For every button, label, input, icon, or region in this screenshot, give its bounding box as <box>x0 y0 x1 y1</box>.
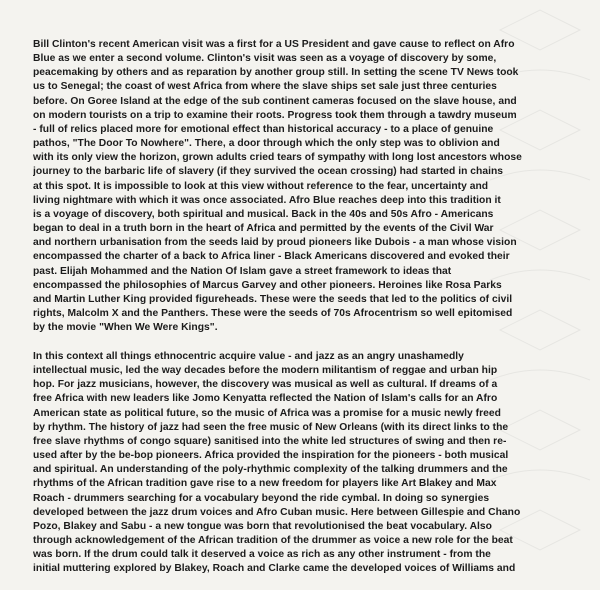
text-line: developed between the jazz drum voices and Afro Cuban music. Here between Gillespie and Chano <box>33 506 521 518</box>
text-line: Blue as we enter a second volume. Clinton's visit was seen as a voyage of discovery by some, <box>33 53 497 65</box>
text-line: initial muttering explored by Blakey, Roach and Clarke came the developed voices of Williams and <box>33 563 516 575</box>
text-line: journey to the barbaric life of slavery (if they survived the ocean crossing) had started in chains <box>33 166 504 178</box>
text-line: pathos, "The Door To Nowhere". There, a door through which the only step was to oblivion and <box>33 138 500 150</box>
text-line: living nightmare with which it was once associated. Afro Blue reaches deep into this tradition it <box>33 194 501 206</box>
text-line: was born. If the drum could talk it deserved a voice as rich as any other instrument - from the <box>33 549 491 561</box>
text-line: American state as political future, so the music of Africa was a promise for a music newly freed <box>33 407 501 419</box>
text-line: used after by the be-bop pioneers. Africa provided the inspiration for the pioneers - both musical <box>33 450 509 462</box>
text-line: encompassed the philosophies of Marcus Garvey and other pioneers. Heroines like Rosa Parks <box>33 279 502 291</box>
text-line: free Africa with new leaders like Jomo Kenyatta reflected the Nation of Islam's calls for an Afro <box>33 393 498 405</box>
text-line: began to deal in a truth born in the heart of Africa and permitted by the events of the Civil War <box>33 223 494 235</box>
text-line: rhythms of the African tradition gave rise to a new freedom for players like Art Blakey and Max <box>33 478 497 490</box>
text-line: on modern tourists on a trip to examine their roots. Progress took them through a tawdry museum <box>33 109 517 121</box>
text-line: through acknowledgement of the African tradition of the drummer as voice a new role for the beat <box>33 535 513 547</box>
text-line: hop. For jazz musicians, however, the discovery was musical as well as cultural. If dreams of a <box>33 379 498 391</box>
text-line: Bill Clinton's recent American visit was a first for a US President and gave cause to reflect on Afro <box>33 39 515 50</box>
text-line: Pozo, Blakey and Sabu - a new tongue was born that revolutionised the beat vocabulary. Also <box>33 520 492 532</box>
text-line: with its only view the horizon, grown adults cried tears of sympathy with long lost ancestors whose <box>33 152 522 164</box>
text-line: rights, Malcolm X and the Panthers. These were the seeds of 70s Afrocentrism so well epitomised <box>33 307 513 319</box>
text-line: - full of relics placed more for emotional effect than historical accuracy - to a place of genuine <box>33 123 494 135</box>
text-line: is a voyage of discovery, both spiritual and musical. Back in the 40s and 50s Afro - Americans <box>33 208 494 220</box>
paragraph-2 <box>33 350 571 577</box>
paragraph-1 <box>33 38 571 335</box>
text-line: at this spot. It is impossible to look at this view without reference to the fear, uncertainty and <box>33 180 489 192</box>
text-line: encompassed the charter of a back to Africa liner - Black Americans discovered and evoked their <box>33 251 510 263</box>
text-line: Roach - drummers searching for a vocabulary beyond the ride cymbal. In doing so synergies <box>33 492 490 504</box>
text-line: by rhythm. The history of jazz had seen the free music of New Orleans (with its direct links to the <box>33 421 509 433</box>
text-line: before. On Goree Island at the edge of the sub continent cameras focused on the slave house, and <box>33 95 517 107</box>
text-line: intellectual music, led the way decades before the modern militantism of reggae and urban hip <box>33 365 498 377</box>
text-line: In this context all things ethnocentric acquire value - and jazz as an angry unashamedly <box>33 351 464 362</box>
text-line: us to Senegal; the coast of west Africa from where the slave ships set sale just three centuries <box>33 81 497 93</box>
text-line: and northern urbanisation from the seeds laid by proud pioneers like Dubois - a man whose vision <box>33 237 517 249</box>
text-line: by the movie "When We Were Kings". <box>33 322 218 334</box>
text-line: and spiritual. An understanding of the poly-rhythmic complexity of the talking drummers and the <box>33 464 508 476</box>
text-line: and Martin Luther King provided figureheads. These were the seeds that led to the politics of civil <box>33 293 513 305</box>
text-line: past. Elijah Mohammed and the Nation Of Islam gave a street framework to ideas that <box>33 265 452 277</box>
text-line: free slave rhythms of congo square) sanitised into the white led structures of swing and then re- <box>33 435 507 447</box>
text-line: peacemaking by others and as reparation by another group still. In setting the scene TV News took <box>33 67 519 79</box>
